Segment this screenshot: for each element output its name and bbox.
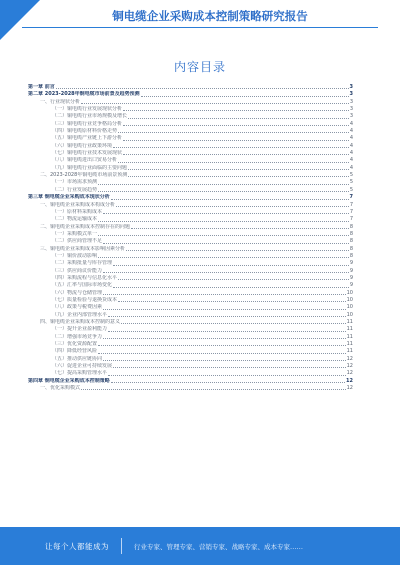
toc-entry-text: （八）铜电缆进出口贸易分析 [52, 157, 118, 164]
toc-page-number: 4 [349, 150, 353, 157]
toc-page-number: 10 [346, 304, 353, 311]
toc-leader-dots [118, 132, 349, 133]
toc-leader-dots [123, 110, 349, 111]
toc-entry-text: 二、铜电缆企业采购成本控制存在的问题 [40, 223, 131, 230]
toc-entry-text: （四）铜电缆原材料价格走势 [52, 128, 118, 135]
toc-entry[interactable] [28, 275, 353, 282]
toc-entry-text: 一、铜电缆企业采购成本构成分析 [40, 201, 116, 208]
header-divider [22, 27, 378, 28]
toc-leader-dots [128, 118, 349, 119]
toc-leader-dots [98, 353, 346, 354]
toc-entry-text: （三）供应商议价能力 [52, 267, 103, 274]
toc-entry[interactable] [28, 84, 353, 91]
toc-leader-dots [103, 243, 349, 244]
toc-entry-text: （五）铜电缆产业链上下游分析 [52, 135, 123, 142]
toc-entry-text: 一、行业现状分析 [40, 98, 81, 105]
toc-title: 内容目录 [173, 60, 226, 74]
toc-entry[interactable] [28, 290, 353, 297]
toc-page-number: 8 [349, 223, 353, 230]
toc-entry-text: （三）优化资源配置 [52, 341, 98, 348]
toc-entry[interactable] [28, 268, 353, 275]
toc-page-number: 11 [346, 348, 353, 355]
toc-page-number: 9 [349, 282, 353, 289]
footer-separator [121, 538, 122, 554]
toc-entry-text: （五）推动供应链协同 [52, 355, 103, 362]
toc-page-number: 3 [349, 98, 353, 105]
toc-entry-text: （六）物流与仓储管理 [52, 289, 103, 296]
toc-leader-dots [81, 103, 349, 104]
toc-entry[interactable] [28, 91, 353, 98]
toc-page-number: 4 [349, 164, 353, 171]
toc-page-number: 11 [346, 333, 353, 340]
toc-entry-text: （三）铜电缆行业竞争格局分析 [52, 120, 123, 127]
toc-leader-dots [123, 125, 349, 126]
toc-page-number: 3 [349, 91, 353, 98]
toc-entry[interactable] [28, 348, 353, 355]
toc-leader-dots [103, 338, 346, 339]
toc-page-number: 12 [346, 377, 353, 384]
toc-entry[interactable] [28, 209, 353, 216]
toc-entry[interactable] [28, 253, 353, 260]
toc-entry-text: 第三章 铜电缆企业采购成本现状分析 [28, 194, 110, 201]
toc-entry[interactable] [28, 238, 353, 245]
toc-page-number: 3 [349, 106, 353, 113]
toc-page-number: 7 [349, 208, 353, 215]
toc-entry-text: （六）铜电缆行业政策环境 [52, 142, 113, 149]
toc-leader-dots [123, 154, 349, 155]
toc-page-number: 11 [346, 319, 353, 325]
footer-banner [0, 527, 400, 565]
toc-entry-text: （八）政策与税费因素 [52, 304, 103, 311]
toc-entry[interactable] [28, 363, 353, 370]
toc-entry[interactable] [28, 282, 353, 289]
toc-entry-text: （二）物流运输成本 [52, 216, 98, 223]
toc-entry[interactable] [28, 113, 353, 120]
toc-entry-text: （六）促进企业可持续发展 [52, 363, 113, 370]
toc-entry[interactable] [28, 246, 353, 253]
toc-entry-text: （二）采购批量与库存管理 [52, 260, 113, 267]
toc-page-number: 7 [349, 194, 353, 201]
toc-page-number: 10 [346, 289, 353, 296]
toc-page-number: 4 [349, 135, 353, 142]
toc-entry[interactable] [28, 106, 353, 113]
toc-leader-dots [103, 272, 349, 273]
toc-page-number: 4 [349, 120, 353, 127]
toc-page-number: 12 [346, 363, 353, 370]
toc-entry-text: （七）质量检验与退换货成本 [52, 296, 118, 303]
toc-page-number: 9 [349, 267, 353, 274]
toc-entry[interactable] [28, 179, 353, 186]
toc-entry-text: 一、优化采购模式 [40, 385, 81, 392]
toc-entry-text: （一）原材料采购成本 [52, 208, 103, 215]
toc-page-number: 5 [349, 186, 353, 193]
toc-leader-dots [98, 184, 349, 185]
toc-leader-dots [113, 367, 346, 368]
toc-entry[interactable] [28, 370, 353, 377]
toc-page-number: 9 [349, 260, 353, 267]
toc-entry-text: （九）企业内部管理水平 [52, 311, 108, 318]
toc-entry[interactable] [28, 143, 353, 150]
toc-page-number: 12 [346, 385, 353, 392]
toc-leader-dots [108, 316, 346, 317]
toc-entry[interactable] [28, 326, 353, 333]
toc-entry[interactable] [28, 121, 353, 128]
toc-page-number: 8 [349, 230, 353, 237]
toc-entry-text: （四）采购流程与信息化水平 [52, 274, 118, 281]
toc-entry[interactable] [28, 341, 353, 348]
toc-leader-dots [103, 294, 346, 295]
toc-leader-dots [103, 213, 349, 214]
toc-entry-text: （一）铜价波动影响 [52, 252, 98, 259]
toc-entry[interactable] [28, 312, 353, 319]
toc-entry[interactable] [28, 378, 353, 385]
toc-entry-text: （二）铜电缆行业市场规模及增长 [52, 113, 128, 120]
toc-leader-dots [113, 287, 349, 288]
toc-entry[interactable] [28, 216, 353, 223]
toc-page-number: 3 [349, 113, 353, 120]
toc-leader-dots [128, 169, 349, 170]
toc-page-number: 10 [346, 296, 353, 303]
toc-entry-text: （四）降低经营风险 [52, 348, 98, 355]
toc-entry-text: 第四章 铜电缆企业采购成本控制策略 [28, 377, 110, 384]
toc-entry[interactable] [28, 297, 353, 304]
toc-leader-dots [103, 360, 346, 361]
toc-leader-dots [98, 235, 349, 236]
toc-page-number: 3 [349, 84, 353, 90]
report-title: 铜电缆企业采购成本控制策略研究报告 [112, 9, 308, 23]
toc-leader-dots [81, 389, 346, 390]
toc-entry[interactable] [28, 260, 353, 267]
toc-leader-dots [56, 88, 349, 89]
toc-page-number: 9 [349, 274, 353, 281]
toc-page-number: 8 [349, 238, 353, 245]
toc-entry[interactable] [28, 157, 353, 164]
toc-entry[interactable] [28, 304, 353, 311]
toc-entry-text: （一）提升企业盈利能力 [52, 326, 108, 333]
toc-page-number: 7 [349, 216, 353, 223]
toc-page-number: 8 [349, 252, 353, 259]
toc-page-number: 8 [349, 245, 353, 252]
toc-entry[interactable] [28, 128, 353, 135]
toc-entry[interactable] [28, 385, 353, 392]
toc-list [28, 84, 353, 392]
toc-leader-dots [108, 331, 346, 332]
toc-entry-text: （二）增强市场竞争力 [52, 333, 103, 340]
toc-leader-dots [113, 147, 349, 148]
toc-entry[interactable] [28, 194, 353, 201]
toc-entry[interactable] [28, 187, 353, 194]
toc-page-number: 5 [349, 179, 353, 186]
toc-leader-dots [141, 96, 349, 97]
toc-entry[interactable] [28, 135, 353, 142]
toc-page-number: 12 [346, 370, 353, 377]
corner-decoration [0, 0, 40, 40]
toc-leader-dots [128, 176, 349, 177]
toc-leader-dots [131, 228, 349, 229]
toc-entry-text: （九）铜电缆行业面临的主要问题 [52, 164, 128, 171]
toc-page-number: 10 [346, 311, 353, 318]
toc-leader-dots [123, 140, 349, 141]
toc-entry-text: （一）市场需求预测 [52, 179, 98, 186]
toc-leader-dots [111, 199, 349, 200]
toc-page-number: 7 [349, 201, 353, 208]
toc-leader-dots [98, 257, 349, 258]
toc-entry-text: 三、铜电缆企业采购成本影响因素分析 [40, 245, 126, 252]
toc-leader-dots [103, 309, 346, 310]
toc-leader-dots [111, 382, 345, 383]
toc-entry[interactable] [28, 99, 353, 106]
toc-entry-text: 第一章 前言 [28, 84, 55, 90]
toc-entry[interactable] [28, 224, 353, 231]
footer-tagline: 行业专家、管理专家、营销专家、战略专家、成本专家…… [134, 542, 303, 551]
toc-leader-dots [108, 375, 346, 376]
toc-entry[interactable] [28, 231, 353, 238]
toc-entry[interactable] [28, 319, 353, 326]
toc-entry-text: 四、铜电缆企业采购成本控制的意义 [40, 319, 121, 325]
toc-leader-dots [98, 191, 349, 192]
toc-leader-dots [98, 345, 346, 346]
toc-entry-text: （二）行业发展趋势 [52, 186, 98, 193]
toc-entry-text: 第二章 2023-2028年铜电缆市场前景及趋势预测 [28, 91, 140, 98]
toc-entry[interactable] [28, 150, 353, 157]
toc-leader-dots [121, 323, 346, 324]
toc-page-number: 12 [346, 355, 353, 362]
footer-slogan: 让每个人都能成为 [45, 541, 109, 551]
toc-page-number: 4 [349, 142, 353, 149]
toc-leader-dots [126, 250, 349, 251]
toc-entry-text: （七）铜电缆行业技术发展现状 [52, 150, 123, 157]
toc-entry-text: （一）采购模式单一 [52, 230, 98, 237]
toc-entry-text: （五）汇率与国际市场变化 [52, 282, 113, 289]
toc-leader-dots [98, 221, 349, 222]
toc-page-number: 11 [346, 341, 353, 348]
toc-leader-dots [118, 162, 349, 163]
toc-entry[interactable] [28, 165, 353, 172]
toc-entry-text: （一）铜电缆行业发展现状分析 [52, 106, 123, 113]
toc-page-number: 11 [346, 326, 353, 333]
toc-entry-text: （七）提高采购管理水平 [52, 370, 108, 377]
toc-entry[interactable] [28, 356, 353, 363]
toc-page-number: 4 [349, 157, 353, 164]
toc-page-number: 4 [349, 128, 353, 135]
toc-entry[interactable] [28, 172, 353, 179]
toc-entry[interactable] [28, 334, 353, 341]
toc-entry[interactable] [28, 202, 353, 209]
toc-leader-dots [113, 265, 349, 266]
toc-entry-text: 二、2023-2028年铜电缆市场前景预测 [40, 172, 128, 179]
toc-entry-text: （二）供应商管理不足 [52, 238, 103, 245]
toc-leader-dots [116, 206, 349, 207]
toc-page-number: 5 [349, 172, 353, 179]
toc-leader-dots [118, 279, 349, 280]
toc-leader-dots [118, 301, 346, 302]
